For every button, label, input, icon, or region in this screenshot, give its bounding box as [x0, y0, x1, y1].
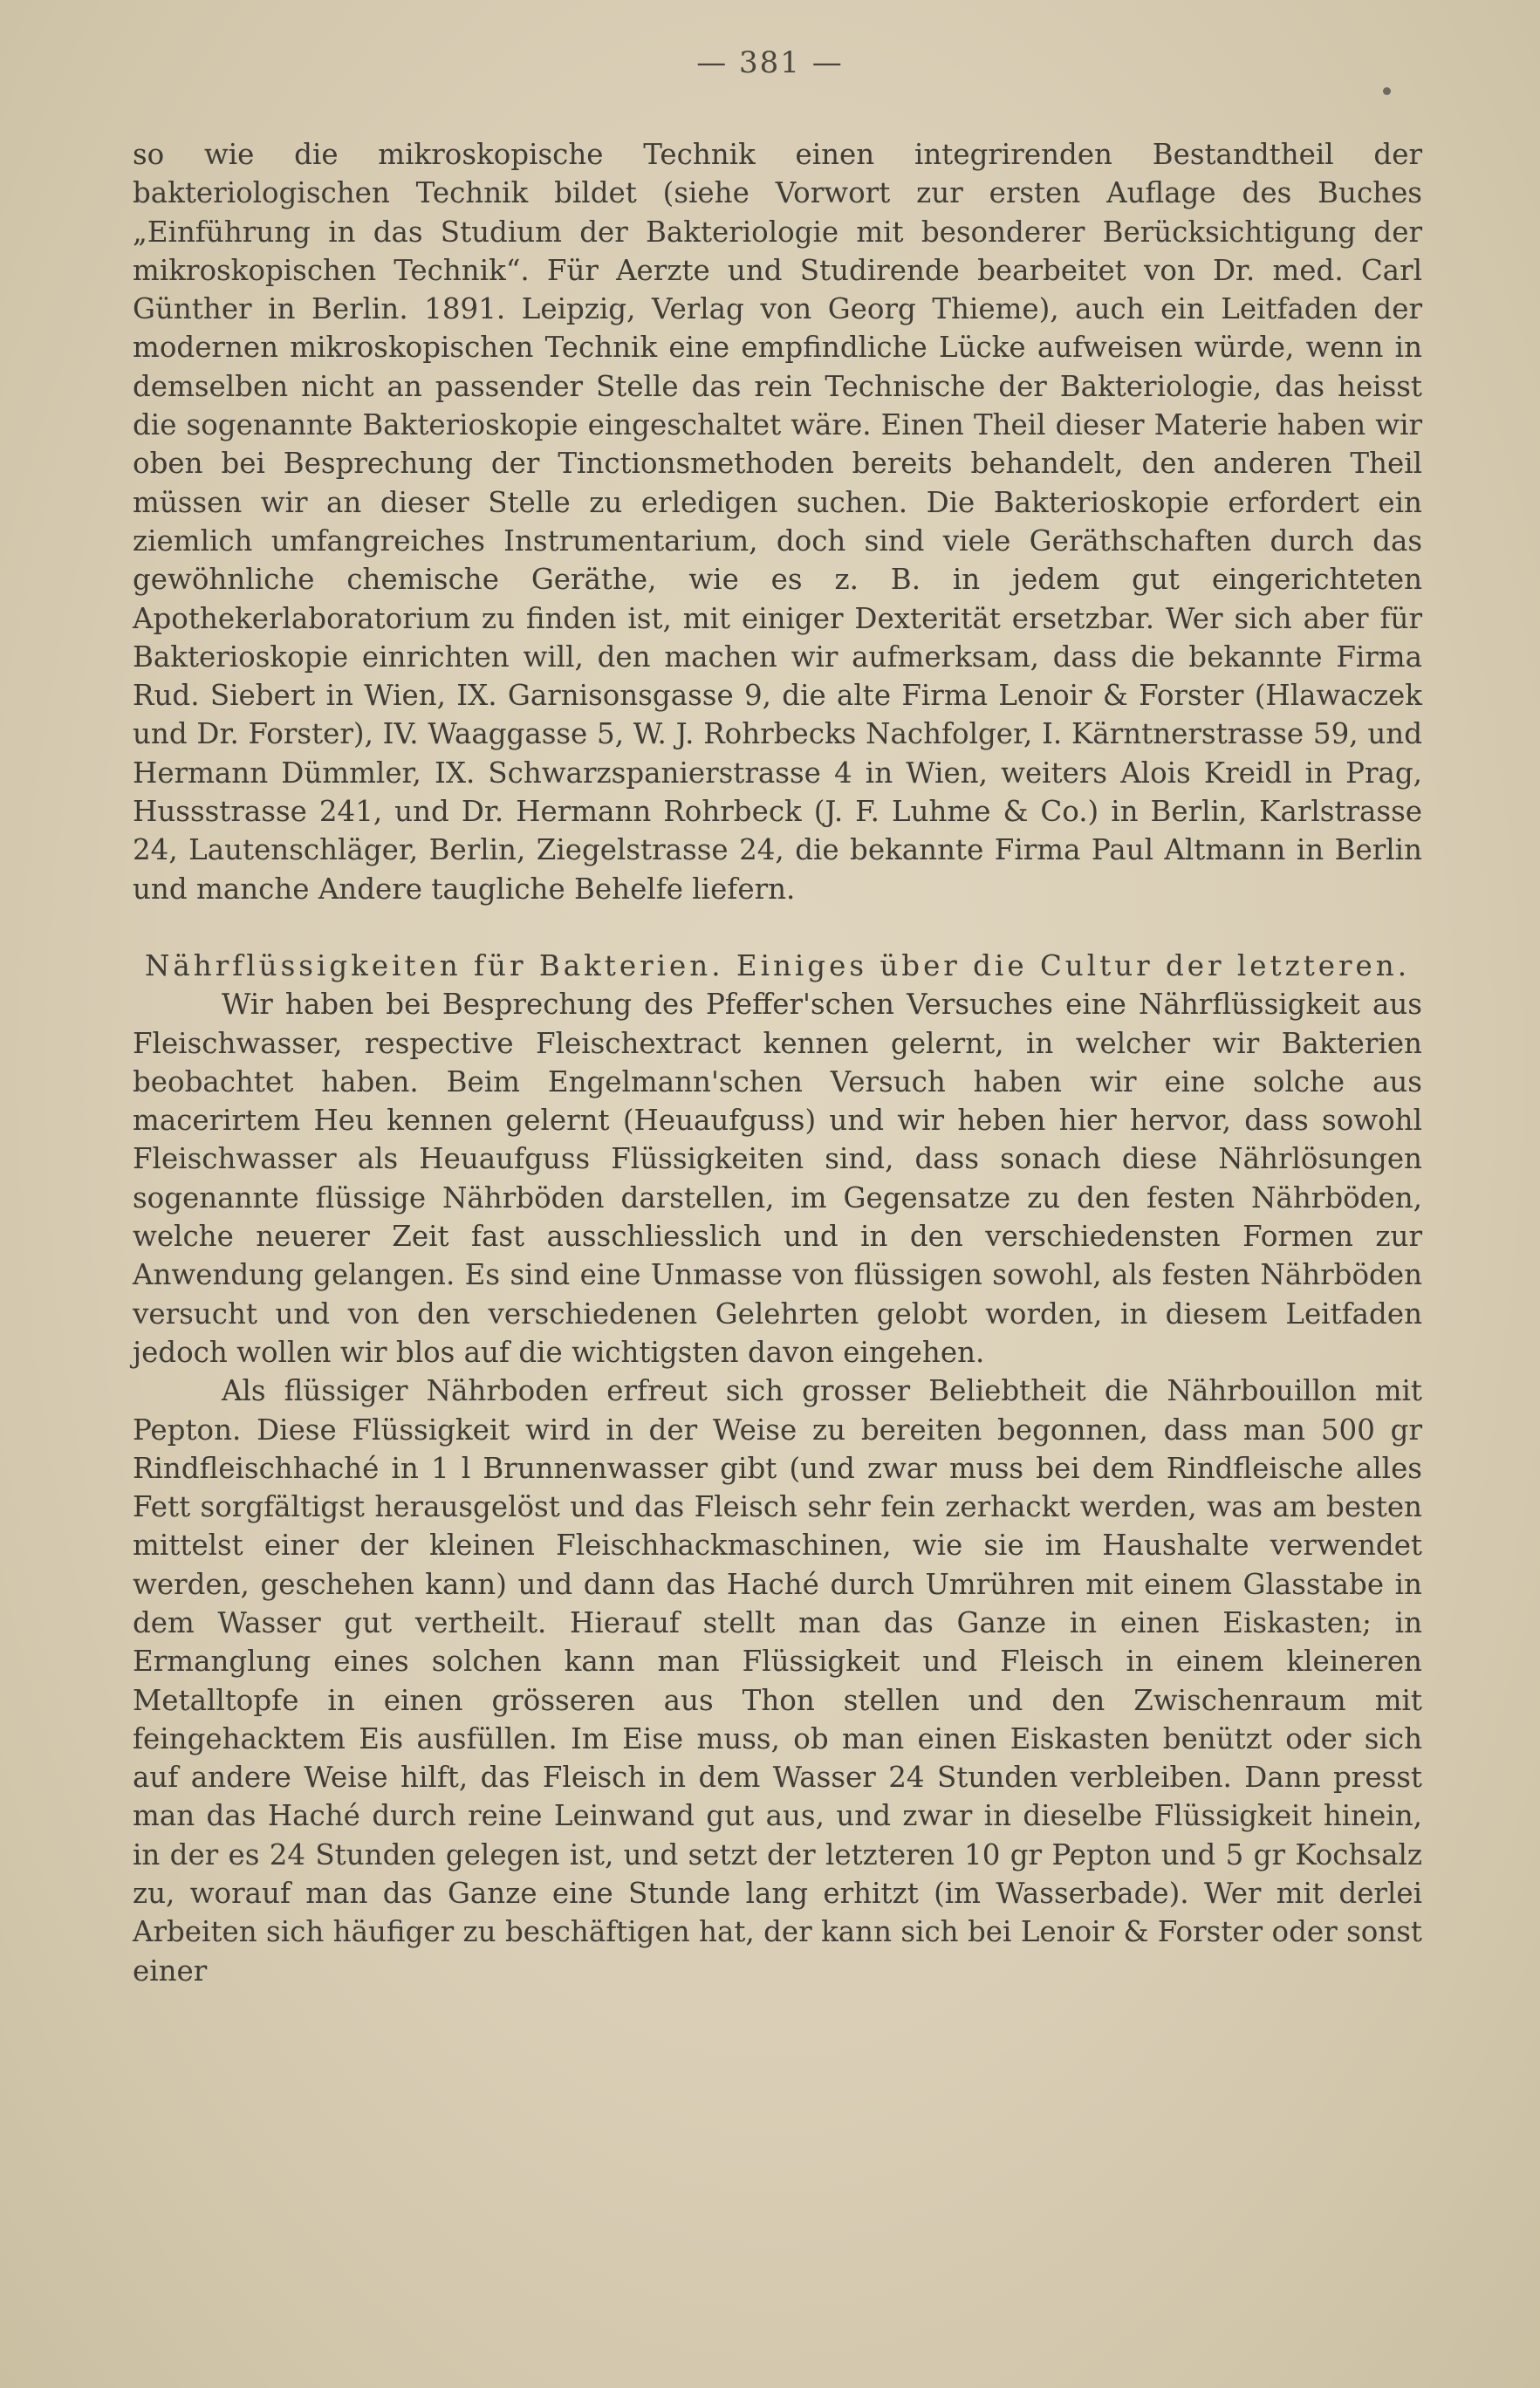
paragraph-nutrient-broth: Als flüssiger Nährboden erfreut sich grosser Beliebtheit die Nährbouillon mit Pepton. Diese Flüssigkeit wird in der Weise zu bereiten begonnen, dass man 500 gr Rindfleischhaché in 1 l Brunnenwasser gibt (und zwar muss bei dem Rindfleische alles Fett sorgfältigst herausgelöst und das Fleisch sehr fein zerhackt werden, was am besten mittelst einer der kleinen Fleischhackmaschinen, wie sie im Haushalte verwendet werden, geschehen kann) und dann das Haché durch Umrühren mit einem Glasstabe in dem Wasser gut vertheilt. Hierauf stellt man das Ganze in einen Eiskasten; in Ermanglung eines solchen kann man Flüssigkeit und Fleisch in einem kleineren Metalltopfe in einen grösseren aus Thon stellen und den Zwischenraum mit feingehacktem Eis ausfüllen. Im Eise muss, ob man einen Eiskasten benützt oder sich auf andere Weise hilft, das Fleisch in dem Wasser 24 Stunden verbleiben. Dann presst man das Haché durch reine Leinwand gut aus, und zwar in dieselbe Flüssigkeit hinein, in der es 24 Stunden gelegen ist, und setzt der letzteren 10 gr Pepton und 5 gr Kochsalz zu, worauf man das Ganze eine Stunde lang erhitzt (im Wasserbade). Wer mit derlei Arbeiten sich häufiger zu beschäftigen hat, der kann sich bei Lenoir & Forster oder sonst einer — [133, 1374, 1422, 1988]
page-number: — 381 — — [696, 45, 844, 80]
paragraph-intro: so wie die mikroskopische Technik einen integrirenden Bestandtheil der bakteriologischen Technik bildet (siehe Vorwort zur ersten Auflage des Buches „Einführung in das Studium der Bakteriologie mit besonderer Berücksichtigung der mikroskopischen Technik“. Für Aerzte und Studirende bearbeitet von Dr. med. Carl Günther in Berlin. 1891. Leipzig, Verlag von Georg Thieme), auch ein Leitfaden der modernen mikroskopischen Technik eine empfindliche Lücke aufweisen würde, wenn in demselben nicht an passender Stelle das rein Technische der Bakteriologie, das heisst die sogenannte Bakterioskopie eingeschaltet wäre. Einen Theil dieser Materie haben wir oben bei Besprechung der Tinctionsmethoden bereits behandelt, den anderen Theil müssen wir an dieser Stelle zu erledigen suchen. Die Bakterioskopie erfordert ein ziemlich umfangreiches Instrumentarium, doch sind viele Geräthschaften durch das gewöhnliche chemische Geräthe, wie es z. B. in jedem gut eingerichteten Apothekerlaboratorium zu finden ist, mit einiger Dexterität ersetzbar. Wer sich aber für Bakterioskopie einrichten will, den machen wir aufmerksam, dass die bekannte Firma Rud. Siebert in Wien, IX. Garnisonsgasse 9, die alte Firma Lenoir & Forster (Hlawaczek und Dr. Forster), IV. Waaggasse 5, W. J. Rohrbecks Nachfolger, I. Kärntnerstrasse 59, und Hermann Dümmler, IX. Schwarzspanierstrasse 4 in Wien, weiters Alois Kreidl in Prag, Hussstrasse 241, und Dr. Hermann Rohrbeck (J. F. Luhme & Co.) in Berlin, Karlstrasse 24, Lautenschläger, Berlin, Ziegelstrasse 24, die bekannte Firma Paul Altmann in Berlin und manche Andere taugliche Behelfe liefern. — [133, 138, 1422, 906]
page-body — [133, 135, 1422, 1990]
ink-speck — [1383, 87, 1391, 95]
paragraph-fluid-nutrients: Wir haben bei Besprechung des Pfeffer'schen Versuches eine Nährflüssigkeit aus Fleischwasser, respective Fleischextract kennen gelernt, in welcher wir Bakterien beobachtet haben. Beim Engelmann'schen Versuch haben wir eine solche aus macerirtem Heu kennen gelernt (Heuaufguss) und wir heben hier hervor, dass sowohl Fleischwasser als Heuaufguss Flüssigkeiten sind, dass sonach diese Nährlösungen sogenannte flüssige Nährböden darstellen, im Gegensatze zu den festen Nährböden, welche neuerer Zeit fast ausschliesslich und in den verschiedensten Formen zur Anwendung gelangen. Es sind eine Unmasse von flüssigen sowohl, als festen Nährböden versucht und von den verschiedenen Gelehrten gelobt worden, in diesem Leitfaden jedoch wollen wir blos auf die wichtigsten davon eingehen. — [133, 988, 1422, 1369]
section-heading: Nährflüssigkeiten für Bakterien. Einiges über die Cultur der letzteren. — [144, 948, 1411, 982]
